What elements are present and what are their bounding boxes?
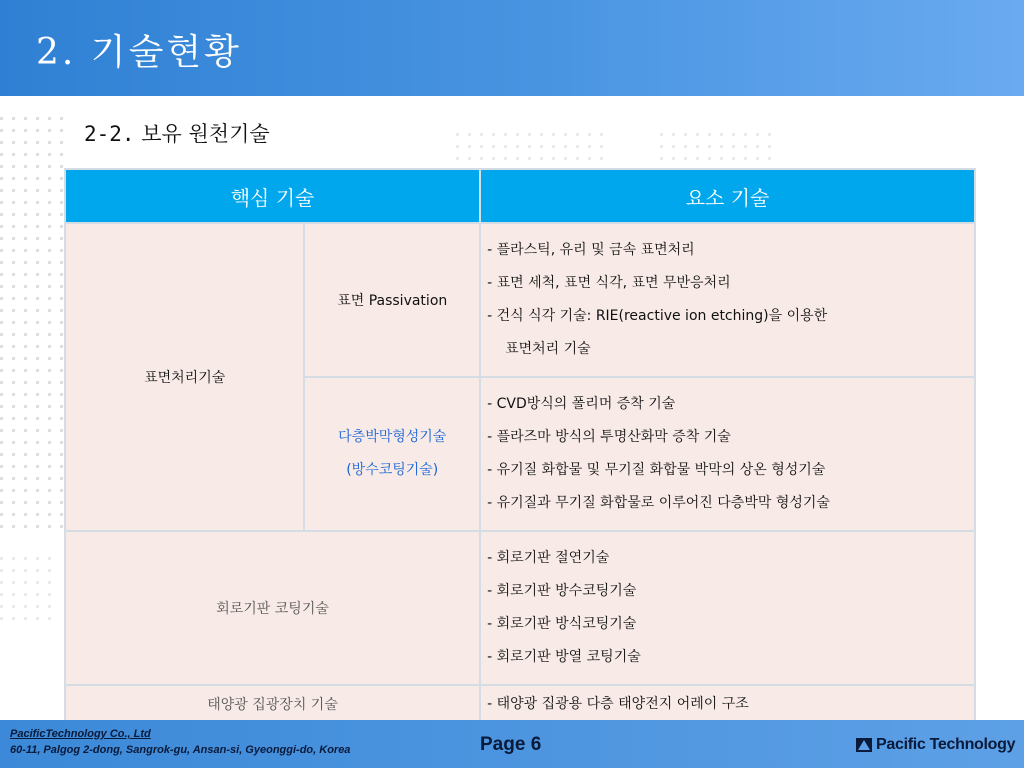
group-label-circuit-coating: 회로기판 코팅기술	[65, 531, 480, 685]
sub-label-multilayer	[304, 377, 480, 531]
list-item: - 회로기판 절연기술	[487, 550, 610, 566]
slide-title: 2. 기술현황	[36, 32, 242, 73]
table-header-row	[65, 169, 975, 223]
list-item: - 플라즈마 방식의 투명산화막 증착 기술	[487, 429, 731, 445]
list-item: - CVD방식의 폴리머 증착 기술	[487, 396, 676, 412]
element-list	[480, 685, 975, 723]
section-title-text: 보유 원천기술	[134, 122, 270, 146]
header-element-technology: 요소 기술	[480, 169, 975, 223]
group-label-solar: 태양광 집광장치 기술	[65, 685, 480, 723]
element-list	[480, 377, 975, 531]
table-row	[65, 531, 975, 685]
page-number: Page 6	[480, 734, 542, 755]
header-bar	[0, 0, 1024, 96]
sub-label-passivation: 표면 Passivation	[304, 223, 480, 377]
list-item: - 회로기판 방식코팅기술	[487, 616, 637, 632]
sub-label-line: 다층박막형성기술	[338, 429, 447, 445]
list-item: - 태양광 집광용 다층 태양전지 어레이 구조	[487, 696, 749, 712]
decorative-dot-grid	[660, 124, 780, 168]
table-row	[65, 223, 975, 377]
table-row	[65, 685, 975, 723]
footer-address: 60-11, Palgog 2-dong, Sangrok-gu, Ansan-si, Gyeonggi-do, Korea	[10, 744, 351, 756]
list-item: - 유기질과 무기질 화합물로 이루어진 다층박막 형성기술	[487, 495, 830, 511]
list-item: - 건식 식각 기술: RIE(reactive ion etching)을 이용한	[487, 308, 828, 324]
list-item: - 회로기판 방수코팅기술	[487, 583, 637, 599]
sub-label-line: (방수코팅기술)	[346, 462, 439, 478]
element-list	[480, 223, 975, 377]
section-title	[84, 118, 270, 148]
footer-bar	[0, 720, 1024, 768]
section-number: 2-2.	[84, 122, 135, 146]
decorative-dot-grid	[0, 108, 72, 528]
pacific-logo-icon	[856, 736, 874, 754]
header-core-technology: 핵심 기술	[65, 169, 480, 223]
logo-text: Pacific Technology	[876, 736, 1016, 753]
list-item: 표면처리 기술	[505, 341, 591, 357]
core-technology-table	[64, 168, 976, 724]
list-item: - 유기질 화합물 및 무기질 화합물 박막의 상온 형성기술	[487, 462, 826, 478]
list-item: - 회로기판 방열 코팅기술	[487, 649, 641, 665]
decorative-dot-grid	[0, 548, 60, 620]
footer-company: PacificTechnology Co., Ltd	[10, 728, 151, 740]
element-list	[480, 531, 975, 685]
list-item: - 플라스틱, 유리 및 금속 표면처리	[487, 242, 695, 258]
decorative-dot-grid	[456, 124, 612, 168]
group-label-surface-treatment: 표면처리기술	[65, 223, 304, 531]
list-item: - 표면 세척, 표면 식각, 표면 무반응처리	[487, 275, 731, 291]
company-logo	[856, 736, 1015, 754]
